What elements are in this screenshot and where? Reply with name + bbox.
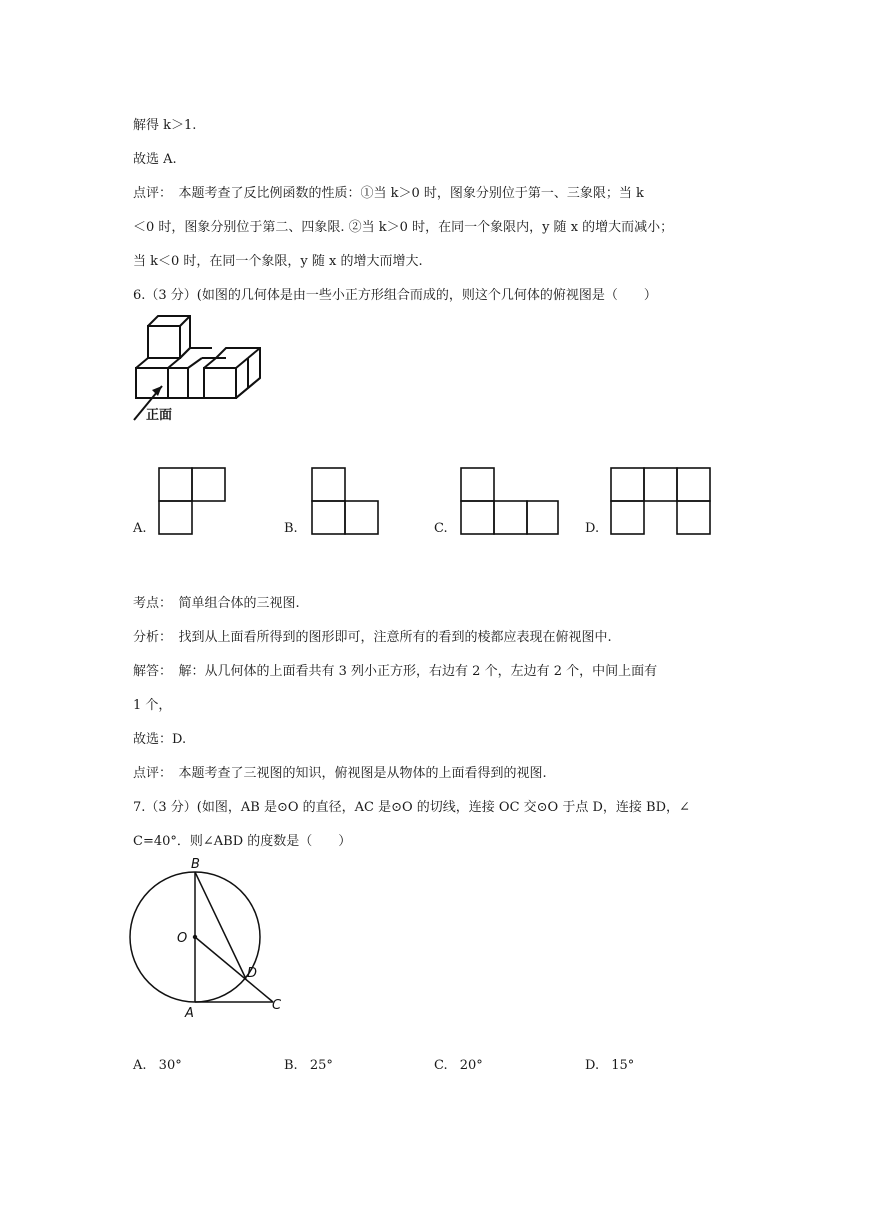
q6-fenxi: 分析： 找到从上面看所得到的图形即可，注意所有的看到的棱都应表现在俯视图中. xyxy=(133,630,612,645)
q7-option-c-label: C. xyxy=(434,1058,448,1073)
q7-option-d-label: D. xyxy=(585,1058,600,1073)
prev-comment-line-3: 当 k＜0 时，在同一个象限，y 随 x 的增大而增大. xyxy=(133,254,423,269)
q6-option-a-label: A. xyxy=(133,521,147,536)
q6-option-b-label: B. xyxy=(284,521,298,536)
q6-kaodian: 考点： 简单组合体的三视图. xyxy=(133,596,300,611)
prev-choice-line: 故选 A. xyxy=(133,152,177,167)
q7-option-b-value: 25° xyxy=(309,1058,333,1073)
prev-comment-line-1: 点评： 本题考查了反比例函数的性质：①当 k＞0 时，图象分别位于第一、三象限；当 k xyxy=(133,186,644,201)
prev-answer-line: 解得 k＞1. xyxy=(133,118,197,133)
q6-jieda-line-2: 1 个， xyxy=(133,698,172,713)
q7-option-d-value: 15° xyxy=(611,1058,635,1073)
q7-option-b xyxy=(284,1058,333,1073)
q7-option-b-label: B. xyxy=(284,1058,298,1073)
q7-circle-figure xyxy=(125,855,295,1025)
q7-stem-line-2: C=40°．则∠ABD 的度数是（ ） xyxy=(133,834,352,849)
q7-option-c-value: 20° xyxy=(459,1058,483,1073)
q7-option-a-value: 30° xyxy=(158,1058,182,1073)
q7-option-a xyxy=(133,1058,182,1073)
point-label-a: A xyxy=(185,1006,194,1021)
q6-option-c-figure xyxy=(458,467,560,537)
point-label-d: D xyxy=(247,966,258,981)
q6-option-a-figure xyxy=(158,467,228,537)
q7-option-d xyxy=(585,1058,634,1073)
q6-option-d-figure xyxy=(609,467,711,537)
q6-option-d-label: D. xyxy=(585,521,600,536)
point-label-c: C xyxy=(272,998,282,1013)
point-label-o: O xyxy=(177,931,188,946)
q6-option-b-figure xyxy=(309,467,379,537)
q7-option-c xyxy=(434,1058,483,1073)
point-label-b: B xyxy=(191,857,200,872)
prev-comment-line-2: ＜0 时，图象分别位于第二、四象限. ②当 k＞0 时，在同一个象限内，y 随 x 的增大而减小； xyxy=(133,220,674,235)
q6-comment: 点评： 本题考查了三视图的知识，俯视图是从物体的上面看得到的视图. xyxy=(133,766,547,781)
q6-stem: 6.（3 分）(如图的几何体是由一些小正方形组合而成的，则这个几何体的俯视图是（ ） xyxy=(133,288,657,303)
front-view-label: 正面 xyxy=(146,408,173,423)
q7-option-a-label: A. xyxy=(133,1058,147,1073)
q6-answer: 故选：D. xyxy=(133,732,187,747)
q6-jieda-line-1: 解答： 解：从几何体的上面看共有 3 列小正方形，右边有 2 个，左边有 2 个，中间上面有 xyxy=(133,664,658,679)
q7-stem-line-1: 7.（3 分）(如图，AB 是⊙O 的直径，AC 是⊙O 的切线，连接 OC 交⊙O 于点 D，连接 BD，∠ xyxy=(133,800,690,815)
q6-option-c-label: C. xyxy=(434,521,448,536)
